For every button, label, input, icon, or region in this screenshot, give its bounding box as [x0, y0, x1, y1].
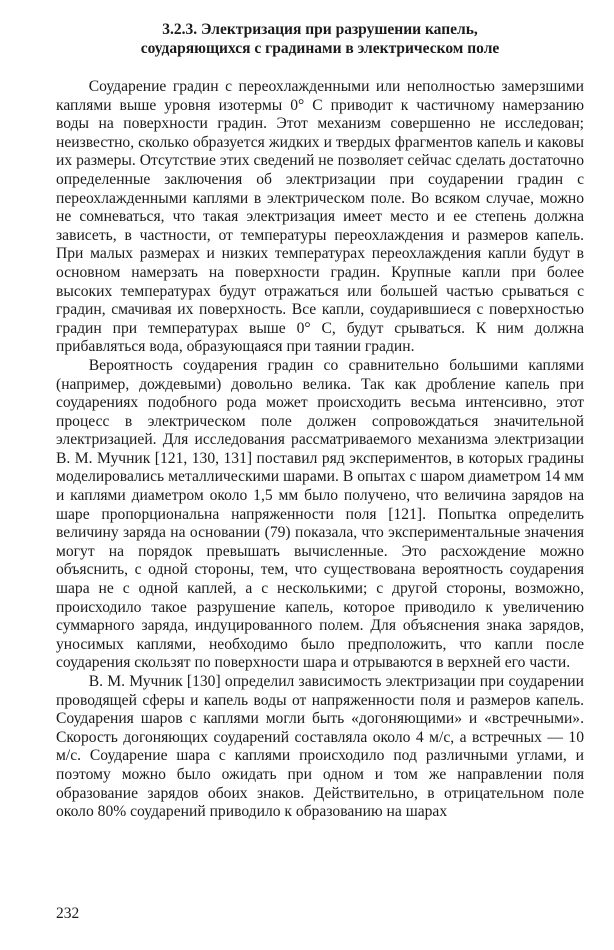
- page-content: [56, 20, 584, 822]
- page-number: 232: [56, 905, 80, 922]
- paragraph-1: Соударение градин с переохлажденными или неполностью замерзшими каплями выше уровня изотермы 0° С приводит к частичному намерзанию воды на поверхности градин. Этот механизм совершенно не исследован; неизвестно, сколько образуется жидких и твердых фрагментов капель и каковы их размеры. Отсутствие этих сведений не позволяет сейчас сделать достаточно определенные заключения об электризации при соударении градин с переохлажденными каплями в электрическом поле. Во всяком случае, можно не сомневаться, что такая электризация имеет место и ее степень должна зависеть, в частности, от температуры переохлаждения и размеров капель. При малых размерах и низких температурах переохлаждения капли будут в основном намерзать на поверхности градин. Крупные капли при более высоких температурах будут отражаться или большей частью срываться с градин, смачивая их поверхность. Все капли, соударившиеся с поверхностью градин при температурах выше 0° С, будут срываться. К ним должна прибавляться вода, образующаяся при таянии градин.: [56, 78, 584, 356]
- paragraph-2: Вероятность соударения градин со сравнительно большими каплями (например, дождевыми) довольно велика. Так как дробление капель при соударениях подобного рода может происходить весьма интенсивно, этот процесс в электрическом поле должен сопровождаться значительной электризацией. Для исследования рассматриваемого механизма электризации В. М. Мучник [121, 130, 131] поставил ряд экспериментов, в которых градины моделировались металлическими шарами. В опытах с шаром диаметром 14 мм и каплями диаметром около 1,5 мм было получено, что величина зарядов на шаре пропорциональна напряженности поля [121]. Попытка определить величину заряда на основании (79) показала, что экспериментальные значения могут на порядок превышать вычисленные. Это расхождение можно объяснить, с одной стороны, тем, что существована вероятность соударения шара не с одной каплей, а с несколькими; с другой стороны, возможно, происходило такое разрушение капель, которое приводило к увеличению суммарного заряда, индуцированного полем. Для объяснения знака зарядов, уносимых каплями, необходимо было предположить, что капли после соударения скользят по поверхности шара и отрываются в верхней его части.: [56, 356, 584, 672]
- section-heading-line-2: соударяющихся с градинами в электрическом поле: [140, 40, 500, 57]
- section-heading: [56, 20, 584, 58]
- section-heading-line-1: 3.2.3. Электризация при разрушении капель,: [162, 21, 478, 38]
- body-text: [56, 78, 584, 822]
- paragraph-3: В. М. Мучник [130] определил зависимость электризации при соударении проводящей сферы и капель воды от напряженности поля и размеров капель. Соударения шаров с каплями могли быть «догоняющими» и «встречными». Скорость догоняющих соударений составляла около 4 м/с, а встречных — 10 м/с. Соударение шара с каплями происходило под различными углами, и поэтому можно было ожидать при одном и том же направлении поля образование зарядов обоих знаков. Действительно, в отрицательном поле около 80% соударений приводило к образованию на шарах: [56, 673, 584, 821]
